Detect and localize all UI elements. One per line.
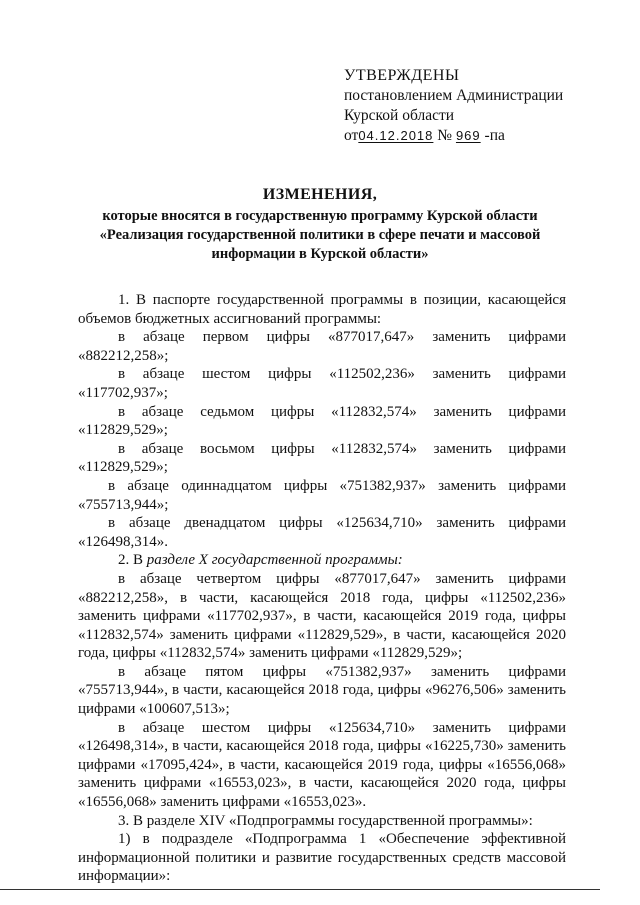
approval-title: УТВЕРЖДЕНЫ [344,67,460,84]
date-prefix: от [344,127,359,144]
paragraph-1-item-2: в абзаце шестом цифры «112502,236» заменить цифрами «117702,937»; [78,366,566,401]
number-sign: № [437,127,453,144]
approval-suffix: -па [484,127,505,144]
paragraph-3: 3. В разделе XIV «Подпрограммы государственной программы»: [118,812,533,829]
paragraph-1-item-3: в абзаце седьмом цифры «112832,574» заменить цифрами «112829,529»; [78,403,566,439]
paragraph-2-item-2: в абзаце пятом цифры «751382,937» заменить цифрами «755713,944», в части, касающейся 2018 года, цифры «96276,506» заменить цифрами «100607,513»; [78,663,566,718]
document-body [78,291,566,886]
bottom-rule [0,889,600,890]
approval-region: Курской области [344,107,455,124]
document-title: ИЗМЕНЕНИЯ, [262,186,378,203]
paragraph-1-item-6: в абзаце двенадцатом цифры «125634,710» заменить цифрами «126498,314». [78,515,566,550]
approval-issuer: постановлением Администрации [344,87,564,104]
paragraph-2-heading: разделе X государственной программы: [143,552,403,569]
document-subtitle: которые вносятся в государственную программу Курской области «Реализация государственной политики в сфере печати и массовой информации в Курской области» [99,208,541,262]
paragraph-3-item-1: 1) в подразделе «Подпрограмма 1 «Обеспечение эффективной информационной политики и развитие государственных средств массовой информации»: [78,831,566,885]
paragraph-2-item-1: в абзаце четвертом цифры «877017,647» заменить цифрами «882212,258», в части, касающейся 2018 года, цифры «112502,236» заменить цифрами «117702,937», в части, касающейся 2019 года, цифры «112832,574» заменить цифрами «112829,529», в части, касающейся 2020 года, цифры «112832,574» заменить цифрами «112829,529»; [78,570,566,662]
paragraph-2-item-3: в абзаце шестом цифры «125634,710» заменить цифрами «126498,314», в части, касающейся 2018 года, цифры «16225,730» заменить цифрами «17095,424», в части, касающейся 2019 года, цифры «16556,068» заменить цифрами «16553,023», в части, касающейся 2020 года, цифры «16556,068» заменить цифрами «16553,023». [78,719,566,811]
paragraph-1-item-4: в абзаце восьмом цифры «112832,574» заменить цифрами «112829,529»; [78,440,566,476]
approval-date: 04.12.2018 [358,128,434,143]
approval-number: 969 [455,128,481,143]
paragraph-2-number: 2. В [118,552,144,569]
document-heading [70,185,570,264]
paragraph-1-item-5: в абзаце одиннадцатом цифры «751382,937» заменить цифрами «755713,944»; [78,477,566,513]
approval-doc-line [344,126,584,146]
paragraph-1-item-1: в абзаце первом цифры «877017,647» заменить цифрами «882212,258»; [78,329,566,364]
paragraph-2 [78,551,566,570]
paragraph-1: 1. В паспорте государственной программы в позиции, касающейся объемов бюджетных ассигнований программы: [78,292,566,327]
approval-stamp [344,66,584,146]
